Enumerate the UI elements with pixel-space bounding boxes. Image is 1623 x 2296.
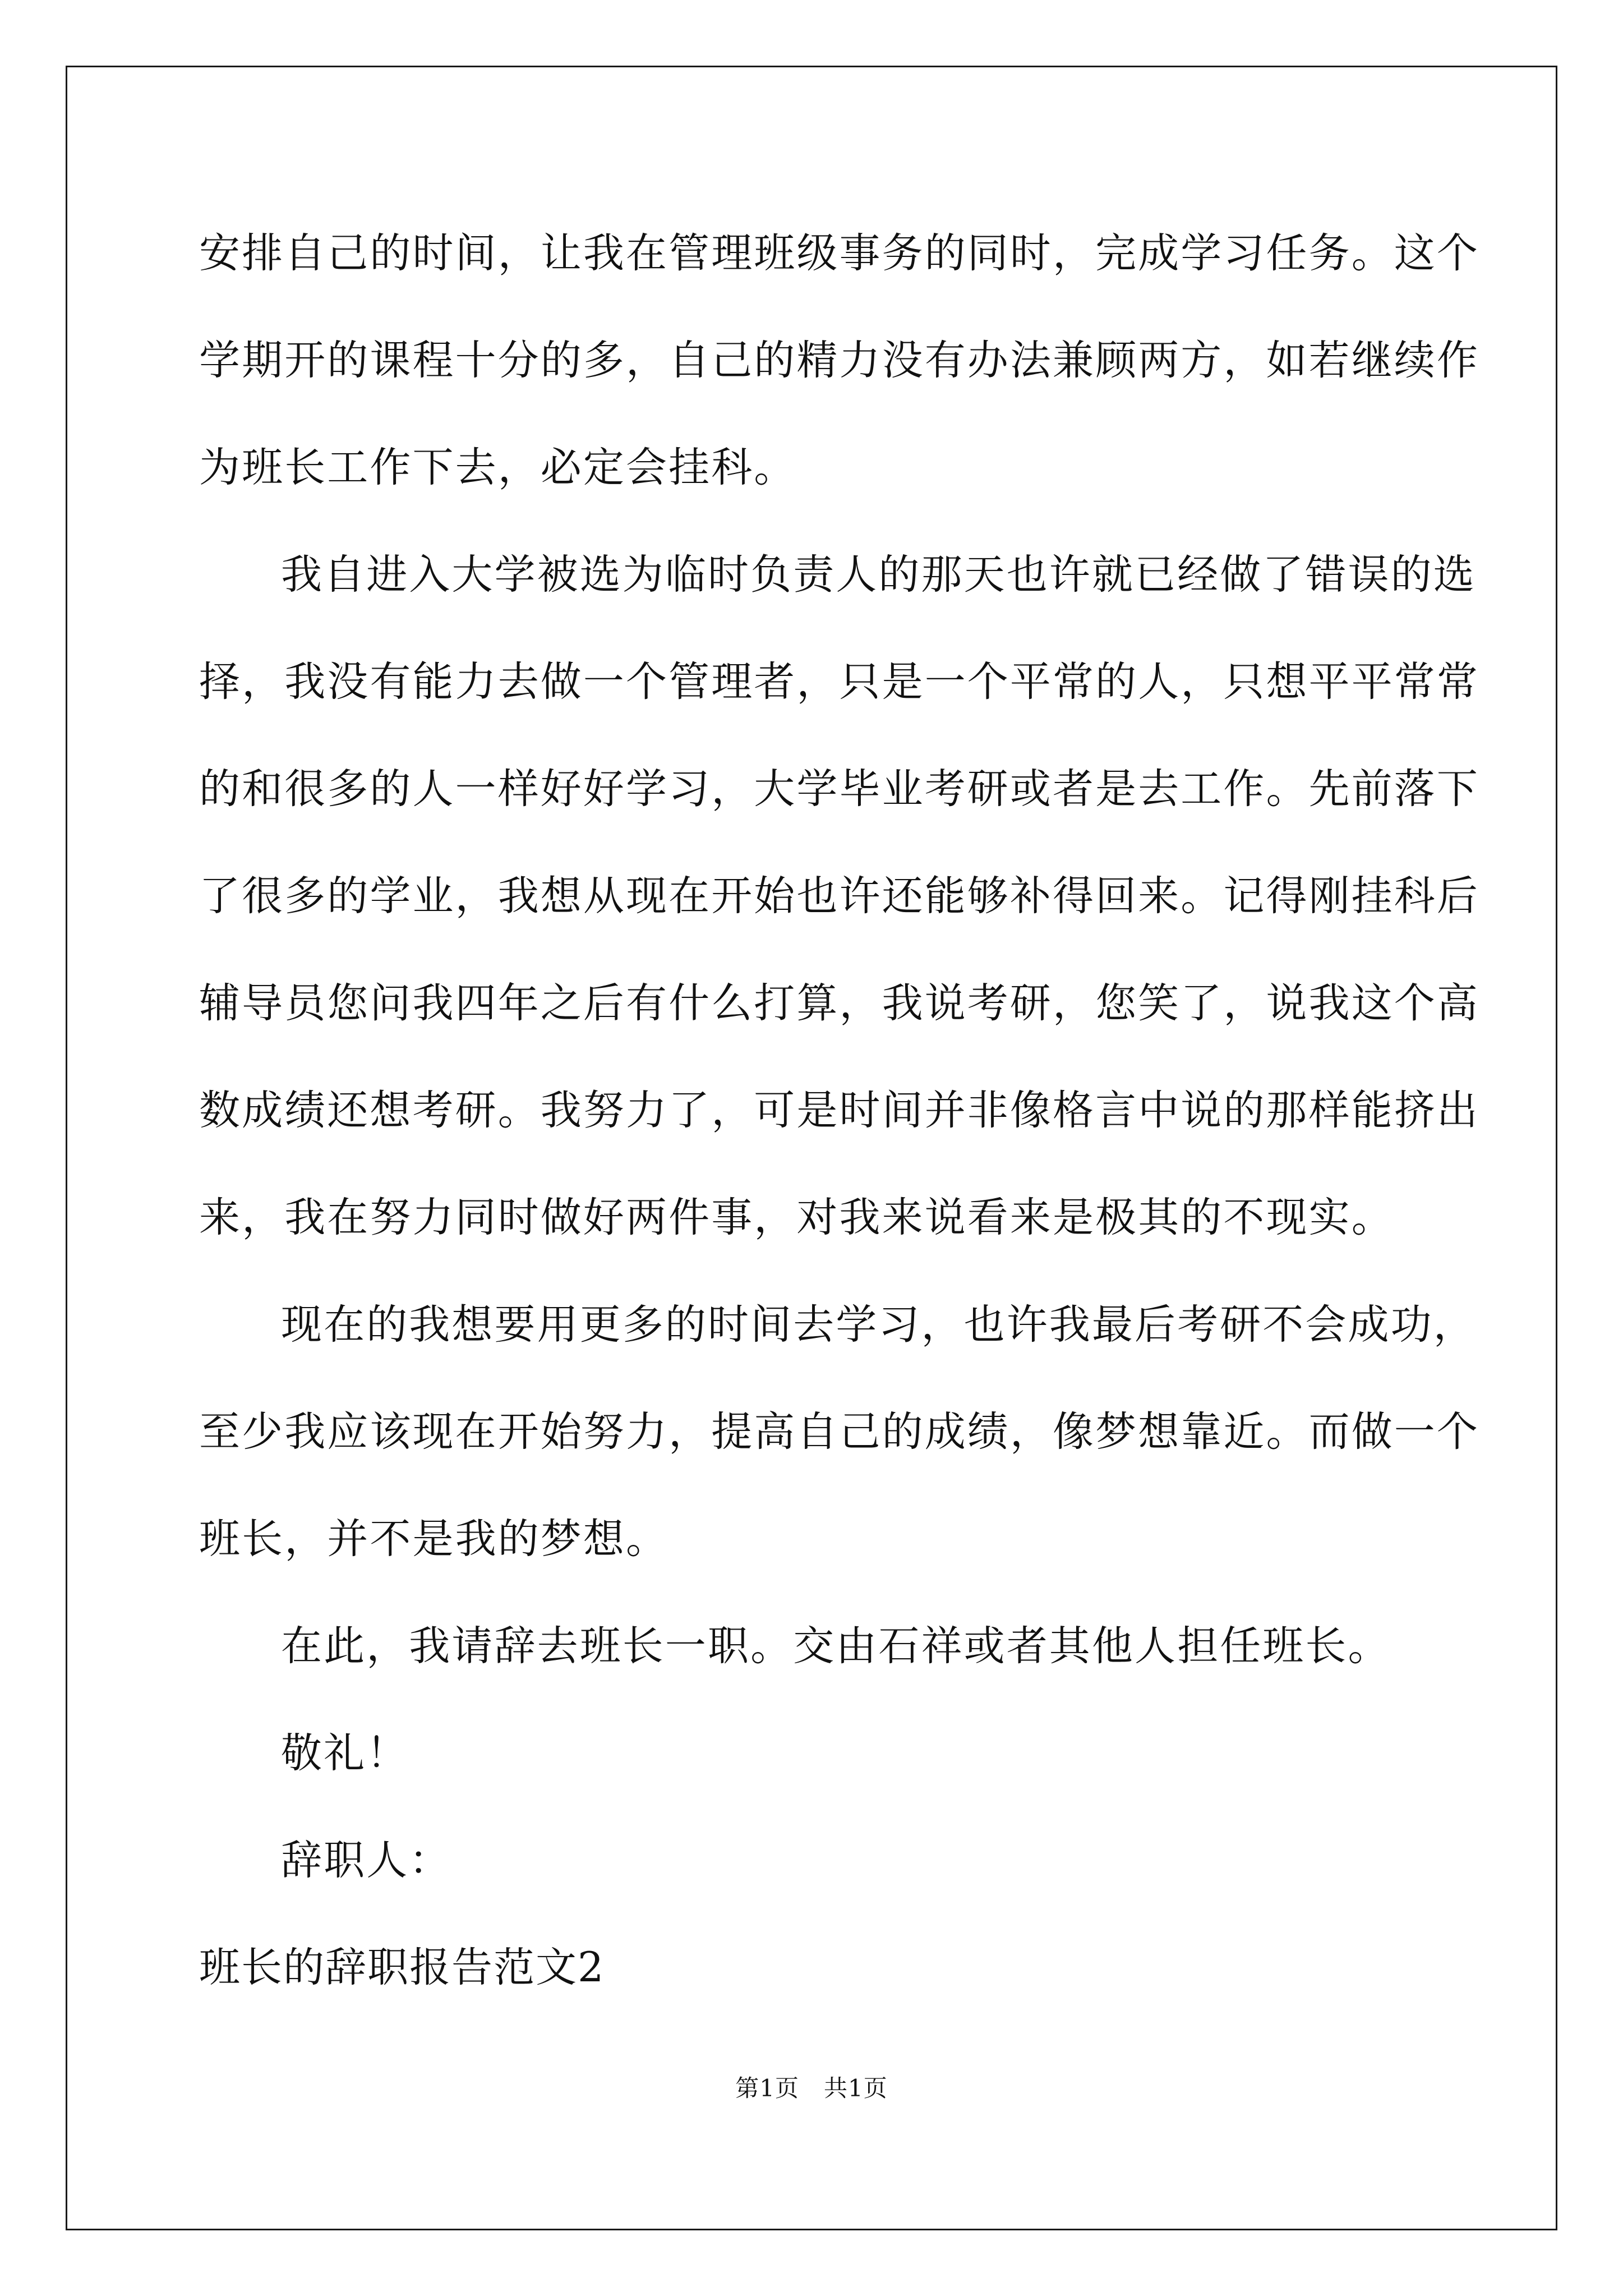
page-footer bbox=[0, 2070, 1623, 2104]
document-body bbox=[199, 200, 1479, 2021]
text-line: 班长，并不是我的梦想。 bbox=[199, 1515, 669, 1563]
closing-salutation bbox=[199, 1700, 1431, 1807]
text-line: 辅导员您问我四年之后有什么打算，我说考研，您笑了，说我这个高 bbox=[199, 979, 1479, 1027]
text-line: 来，我在努力同时做好两件事，对我来说看来是极其的不现实。 bbox=[199, 1194, 1394, 1241]
text-line: 为班长工作下去，必定会挂科。 bbox=[199, 444, 797, 491]
text-line: 学期开的课程十分的多，自己的精力没有办法兼顾两方，如若继续作 bbox=[199, 337, 1479, 384]
text-line: 我自进入大学被选为临时负责人的那天也许就已经做了错误的选 bbox=[281, 551, 1476, 599]
text-line: 安排自己的时间，让我在管理班级事务的同时，完成学习任务。这个 bbox=[199, 229, 1479, 277]
page-total: 共1页 bbox=[824, 2074, 888, 2102]
paragraph bbox=[199, 1593, 1431, 1700]
text-line: 敬礼！ bbox=[281, 1729, 409, 1777]
paragraph bbox=[199, 521, 1479, 1271]
signature-line bbox=[199, 1807, 1431, 1914]
text-line: 现在的我想要用更多的时间去学习，也许我最后考研不会成功， bbox=[281, 1301, 1476, 1349]
page-number: 第1页 bbox=[735, 2074, 799, 2102]
text-line: 择，我没有能力去做一个管理者，只是一个平常的人，只想平平常常 bbox=[199, 658, 1479, 706]
text-line: 数成绩还想考研。我努力了，可是时间并非像格言中说的那样能挤出 bbox=[199, 1087, 1479, 1134]
text-line: 的和很多的人一样好好学习，大学毕业考研或者是去工作。先前落下 bbox=[199, 765, 1479, 813]
text-line: 辞职人： bbox=[281, 1837, 452, 1884]
section-heading: 班长的辞职报告范文2 bbox=[199, 1944, 605, 1991]
text-line: 了很多的学业，我想从现在开始也许还能够补得回来。记得刚挂科后 bbox=[199, 872, 1479, 920]
text-line: 至少我应该现在开始努力，提高自己的成绩，像梦想靠近。而做一个 bbox=[199, 1408, 1479, 1456]
paragraph bbox=[199, 1271, 1479, 1593]
paragraph bbox=[199, 200, 1479, 521]
text-line: 在此，我请辞去班长一职。交由石祥或者其他人担任班长。 bbox=[281, 1622, 1391, 1670]
